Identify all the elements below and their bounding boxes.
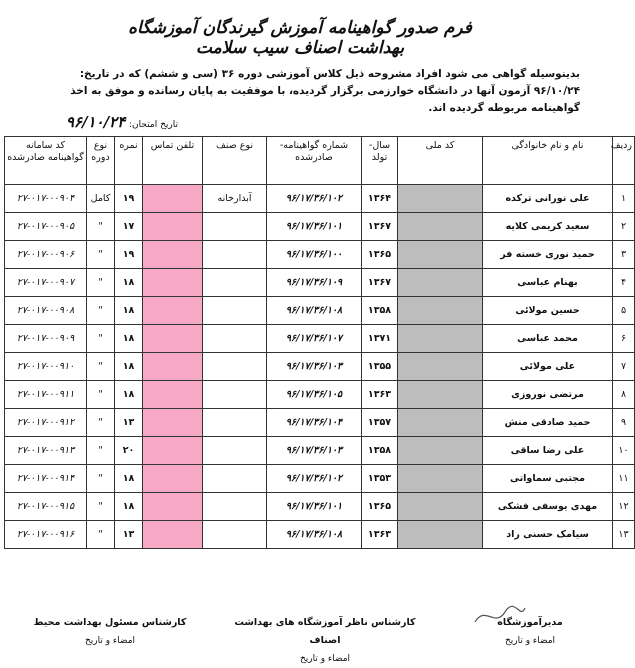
- cert-number: ۹۶/۱۷/۳۶/۱۰۲: [267, 185, 362, 213]
- guild-type: [203, 409, 267, 437]
- header-cert-number: شماره گواهینامه- صادرشده: [267, 137, 362, 185]
- course-type: ": [87, 521, 115, 549]
- cert-number: ۹۶/۱۷/۳۶/۱۰۱: [267, 213, 362, 241]
- student-name: محمد عباسی: [483, 325, 613, 353]
- cert-number: ۹۶/۱۷/۳۶/۱۰۳: [267, 437, 362, 465]
- guild-type: [203, 437, 267, 465]
- guild-type: [203, 465, 267, 493]
- score: ۱۸: [115, 353, 143, 381]
- score: ۲۰: [115, 437, 143, 465]
- course-type: ": [87, 465, 115, 493]
- row-number: ۱۲: [613, 493, 635, 521]
- course-type: ": [87, 241, 115, 269]
- course-type: ": [87, 325, 115, 353]
- score: ۱۳: [115, 521, 143, 549]
- student-name: علی مولائی: [483, 353, 613, 381]
- manager-title: مدیرآموزشگاه: [497, 617, 563, 628]
- system-code: ۲۷-۰۱۷-۰۰۹۰۷: [5, 269, 87, 297]
- birth-year: ۱۳۵۸: [362, 297, 398, 325]
- national-code-redacted: [398, 465, 483, 493]
- phone-redacted: [143, 409, 203, 437]
- national-code-redacted: [398, 185, 483, 213]
- national-code-redacted: [398, 521, 483, 549]
- phone-redacted: [143, 325, 203, 353]
- header-name: نام و نام خانوادگی: [483, 137, 613, 185]
- roster-table: [4, 136, 635, 549]
- footer-supervisor: [225, 614, 425, 668]
- student-name: سیامک حسنی راد: [483, 521, 613, 549]
- course-type: ": [87, 213, 115, 241]
- system-code: ۲۷-۰۱۷-۰۰۹۱۰: [5, 353, 87, 381]
- phone-redacted: [143, 353, 203, 381]
- system-code: ۲۷-۰۱۷-۰۰۹۰۹: [5, 325, 87, 353]
- phone-redacted: [143, 437, 203, 465]
- header-national-code: کد ملی: [398, 137, 483, 185]
- student-name: حسین مولائی: [483, 297, 613, 325]
- header-score: نمره: [115, 137, 143, 185]
- row-number: ۵: [613, 297, 635, 325]
- row-number: ۸: [613, 381, 635, 409]
- phone-redacted: [143, 185, 203, 213]
- national-code-redacted: [398, 269, 483, 297]
- header-birth-year: سال- تولد: [362, 137, 398, 185]
- guild-type: [203, 213, 267, 241]
- system-code: ۲۷-۰۱۷-۰۰۹۰۴: [5, 185, 87, 213]
- national-code-redacted: [398, 297, 483, 325]
- system-code: ۲۷-۰۱۷-۰۰۹۱۴: [5, 465, 87, 493]
- table-row: [5, 213, 635, 241]
- cert-number: ۹۶/۱۷/۳۶/۱۰۴: [267, 409, 362, 437]
- national-code-redacted: [398, 437, 483, 465]
- score: ۱۷: [115, 213, 143, 241]
- guild-type: آبدارخانه: [203, 185, 267, 213]
- course-type: ": [87, 409, 115, 437]
- birth-year: ۱۳۵۳: [362, 465, 398, 493]
- student-name: مجتبی سماواتی: [483, 465, 613, 493]
- cert-number: ۹۶/۱۷/۳۶/۱۰۱: [267, 493, 362, 521]
- phone-redacted: [143, 465, 203, 493]
- phone-redacted: [143, 521, 203, 549]
- guild-type: [203, 493, 267, 521]
- form-title: فرم صدور گواهینامه آموزش گیرندگان آموزشگاه بهداشت اصناف سیب سلامت: [128, 18, 472, 58]
- table-row: [5, 493, 635, 521]
- national-code-redacted: [398, 381, 483, 409]
- phone-redacted: [143, 241, 203, 269]
- system-code: ۲۷-۰۱۷-۰۰۹۱۲: [5, 409, 87, 437]
- student-name: حمید نوری خسته فر: [483, 241, 613, 269]
- course-type: ": [87, 353, 115, 381]
- table-header-row: [5, 137, 635, 185]
- birth-year: ۱۳۶۵: [362, 241, 398, 269]
- score: ۱۸: [115, 325, 143, 353]
- header-guild-type: نوع صنف: [203, 137, 267, 185]
- birth-year: ۱۳۷۱: [362, 325, 398, 353]
- score: ۱۸: [115, 465, 143, 493]
- phone-redacted: [143, 269, 203, 297]
- cert-number: ۹۶/۱۷/۳۶/۱۰۷: [267, 325, 362, 353]
- table-row: [5, 381, 635, 409]
- header-course-type: نوع دوره: [87, 137, 115, 185]
- national-code-redacted: [398, 493, 483, 521]
- roster-body: [5, 185, 635, 549]
- national-code-redacted: [398, 353, 483, 381]
- course-type: ": [87, 493, 115, 521]
- birth-year: ۱۳۵۵: [362, 353, 398, 381]
- student-name: سعید کریمی کلایه: [483, 213, 613, 241]
- system-code: ۲۷-۰۱۷-۰۰۹۱۳: [5, 437, 87, 465]
- table-row: [5, 325, 635, 353]
- row-number: ۷: [613, 353, 635, 381]
- national-code-redacted: [398, 409, 483, 437]
- cert-number: ۹۶/۱۷/۳۶/۱۰۸: [267, 521, 362, 549]
- score: ۱۹: [115, 241, 143, 269]
- score: ۱۸: [115, 493, 143, 521]
- row-number: ۲: [613, 213, 635, 241]
- exam-date-label: تاریخ امتحان:: [129, 120, 178, 130]
- expert-sign-label: امضاء و تاریخ: [84, 636, 136, 646]
- table-row: [5, 521, 635, 549]
- table-row: [5, 297, 635, 325]
- system-code: ۲۷-۰۱۷-۰۰۹۰۶: [5, 241, 87, 269]
- national-code-redacted: [398, 325, 483, 353]
- row-number: ۱۳: [613, 521, 635, 549]
- birth-year: ۱۳۶۳: [362, 381, 398, 409]
- guild-type: [203, 325, 267, 353]
- student-name: علی نورانی ترکده: [483, 185, 613, 213]
- row-number: ۱۰: [613, 437, 635, 465]
- system-code: ۲۷-۰۱۷-۰۰۹۱۶: [5, 521, 87, 549]
- phone-redacted: [143, 213, 203, 241]
- birth-year: ۱۳۵۸: [362, 437, 398, 465]
- score: ۱۸: [115, 297, 143, 325]
- birth-year: ۱۳۶۴: [362, 185, 398, 213]
- table-row: [5, 241, 635, 269]
- supervisor-sign-label: امضاء و تاریخ: [299, 654, 351, 664]
- phone-redacted: [143, 381, 203, 409]
- student-name: حمید صادقی منش: [483, 409, 613, 437]
- row-number: ۹: [613, 409, 635, 437]
- birth-year: ۱۳۵۷: [362, 409, 398, 437]
- row-number: ۳: [613, 241, 635, 269]
- national-code-redacted: [398, 241, 483, 269]
- footer-expert: [10, 614, 210, 650]
- student-name: مهدی یوسفی فشکی: [483, 493, 613, 521]
- student-name: علی رضا ساقی: [483, 437, 613, 465]
- cert-number: ۹۶/۱۷/۳۶/۱۰۲: [267, 465, 362, 493]
- guild-type: [203, 521, 267, 549]
- score: ۱۸: [115, 381, 143, 409]
- guild-type: [203, 297, 267, 325]
- birth-year: ۱۳۶۳: [362, 521, 398, 549]
- score: ۱۹: [115, 185, 143, 213]
- exam-date: [18, 113, 178, 131]
- system-code: ۲۷-۰۱۷-۰۰۹۰۸: [5, 297, 87, 325]
- course-type: ": [87, 269, 115, 297]
- table-row: [5, 465, 635, 493]
- header-system-code: کد سامانه گواهینامه صادرشده: [5, 137, 87, 185]
- cert-number: ۹۶/۱۷/۳۶/۱۰۸: [267, 297, 362, 325]
- birth-year: ۱۳۶۷: [362, 269, 398, 297]
- guild-type: [203, 269, 267, 297]
- manager-sign-label: امضاء و تاریخ: [504, 636, 556, 646]
- course-type: ": [87, 381, 115, 409]
- birth-year: ۱۳۶۵: [362, 493, 398, 521]
- system-code: ۲۷-۰۱۷-۰۰۹۰۵: [5, 213, 87, 241]
- row-number: ۱۱: [613, 465, 635, 493]
- row-number: ۴: [613, 269, 635, 297]
- score: ۱۸: [115, 269, 143, 297]
- birth-year: ۱۳۶۷: [362, 213, 398, 241]
- row-number: ۶: [613, 325, 635, 353]
- supervisor-title: کارشناس ناظر آموزشگاه های بهداشت اصناف: [234, 617, 416, 646]
- student-name: بهنام عباسی: [483, 269, 613, 297]
- cert-number: ۹۶/۱۷/۳۶/۱۰۳: [267, 353, 362, 381]
- intro-paragraph: بدینوسیله گواهی می شود افراد مشروحه ذیل کلاس آموزشی دوره ۳۶ (سی و ششم) که در تاریخ: ۹۶/۱۰/۲۴ آزمون آنها در دانشگاه خوارزمی برگزار گردیده، با موفقیت به پایان رسانده و موفق به اخذ گواهینامه مربوطه گردیده اند.: [70, 68, 580, 114]
- system-code: ۲۷-۰۱۷-۰۰۹۱۵: [5, 493, 87, 521]
- cert-number: ۹۶/۱۷/۳۶/۱۰۰: [267, 241, 362, 269]
- expert-title: کارشناس مسئول بهداشت محیط: [33, 617, 187, 628]
- header-row-number: ردیف: [613, 137, 635, 185]
- guild-type: [203, 241, 267, 269]
- cert-number: ۹۶/۱۷/۳۶/۱۰۵: [267, 381, 362, 409]
- cert-number: ۹۶/۱۷/۳۶/۱۰۹: [267, 269, 362, 297]
- student-name: مرتضی نوروزی: [483, 381, 613, 409]
- table-row: [5, 185, 635, 213]
- guild-type: [203, 381, 267, 409]
- table-row: [5, 269, 635, 297]
- guild-type: [203, 353, 267, 381]
- course-type: ": [87, 437, 115, 465]
- exam-date-value: ۹۶/۱۰/۲۴: [65, 113, 126, 131]
- table-row: [5, 353, 635, 381]
- national-code-redacted: [398, 213, 483, 241]
- system-code: ۲۷-۰۱۷-۰۰۹۱۱: [5, 381, 87, 409]
- footer-manager: [470, 614, 590, 650]
- phone-redacted: [143, 297, 203, 325]
- score: ۱۳: [115, 409, 143, 437]
- table-row: [5, 409, 635, 437]
- row-number: ۱: [613, 185, 635, 213]
- course-type: ": [87, 297, 115, 325]
- phone-redacted: [143, 493, 203, 521]
- header-phone: تلفن تماس: [143, 137, 203, 185]
- course-type: کامل: [87, 185, 115, 213]
- table-row: [5, 437, 635, 465]
